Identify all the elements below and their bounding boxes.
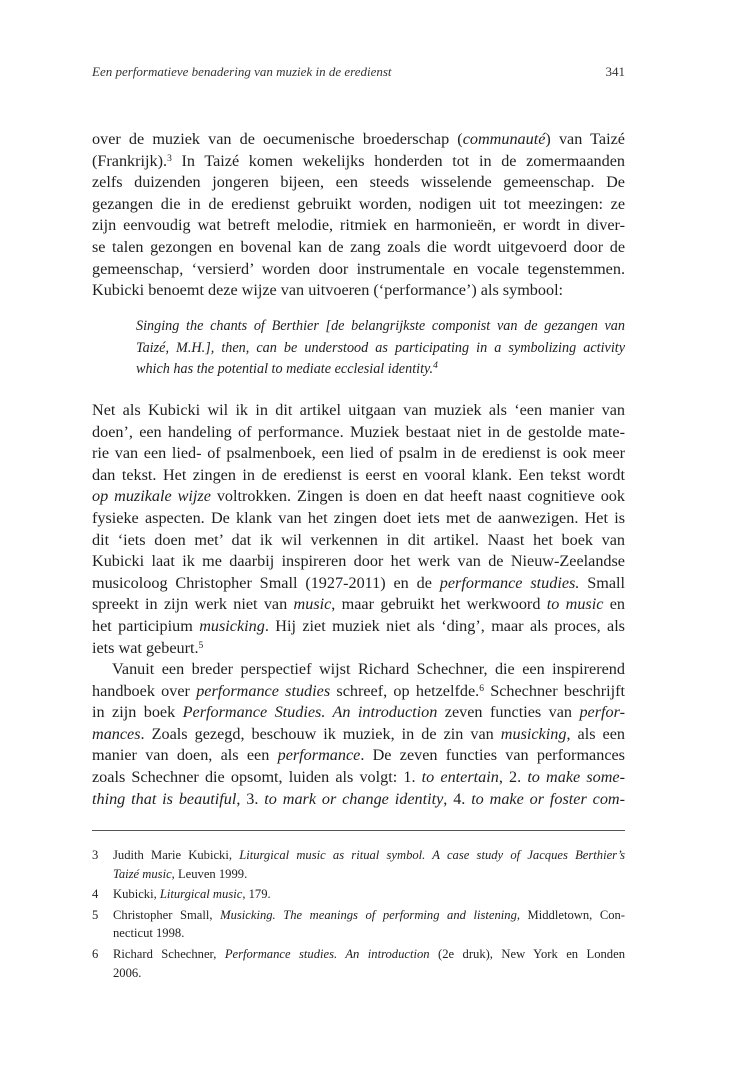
page-number: 341 (605, 64, 625, 79)
footnote-6 (92, 945, 625, 982)
footnotes (92, 846, 625, 984)
text-line: handboek over performance studies schreef, op hetzelfde.$^6$ Schechner beschrijft (92, 681, 626, 700)
footnote-number: 3 (92, 848, 99, 862)
quote-line: Taizé, M.H.], then, can be understood as participating in a symbolizing activity (136, 339, 625, 356)
text-line: rie van een lied- of psalmenboek, een lied of psalm in de eredienst is ook meer (92, 444, 625, 463)
footnote-number: 5 (92, 907, 99, 922)
footnote-separator (92, 830, 625, 831)
footnote-ref-4: 4 (433, 361, 438, 372)
text-line: Net als Kubicki wil ik in dit artikel uitgaan van muziek als ‘een manier van (92, 401, 625, 419)
text-line: gemeenschap, ‘versierd’ worden door instrumentale en vocale tegenstemmen. (92, 259, 625, 278)
footnote-line: Christopher Small, Musicking. The meanings of performing and listening, Middletown, Con- (113, 907, 626, 922)
text-line: gezangen die in de eredienst gebruikt worden, nodigen uit tot meezingen: ze (92, 194, 625, 213)
text-line: musicoloog Christopher Small (1927-2011) en de performance studies. Small (92, 573, 626, 592)
running-title: Een performatieve benadering van muziek in de eredienst (92, 64, 392, 79)
text-line: doen’, een handeling of performance. Muziek bestaat niet in de gestolde mate- (92, 422, 625, 441)
text-line: in zijn boek Performance Studies. An introduction zeven functies van perfor- (92, 703, 625, 722)
footnote-line: necticut 1998. (113, 926, 185, 941)
footnote-number: 4 (92, 887, 99, 902)
paragraph-3 (92, 659, 625, 810)
text-line: mances. Zoals gezegd, beschouw ik muziek, in de zin van musicking, als een (92, 724, 625, 743)
text-line: op muzikale wijze voltrokken. Zingen is doen en dat heeft naast cognitieve ook (92, 487, 625, 506)
text-line: dit ‘iets doen met’ dat ik wil verkennen in dit artikel. Naast het boek van (92, 530, 625, 549)
text-line: iets wat gebeurt.$^5$ (92, 638, 204, 657)
paragraph-1 (92, 129, 625, 302)
text-line: zoals Schechner die opsomt, luiden als volgt: 1. to entertain, 2. to make some- (92, 767, 625, 786)
footnote-ref-6: 6 (479, 683, 484, 694)
text-line: spreekt in zijn werk niet van music, maar gebruikt het werkwoord to music en (92, 595, 626, 614)
footnote-4 (92, 885, 625, 904)
text-line: thing that is beautiful, 3. to mark or change identity, 4. to make or foster com- (92, 789, 625, 808)
text-line: het participium musicking. Hij ziet muziek niet als ‘ding’, maar als proces, als (92, 616, 625, 635)
text-line: (Frankrijk).$^3$ In Taizé komen wekelijks honderden tot in de zomermaanden (92, 151, 625, 170)
text-line: fysieke aspecten. De klank van het zingen doet iets met de aanwezigen. Het is (92, 508, 625, 527)
text-line: over de muziek van de oecumenische broederschap (communauté) van Taizé (92, 130, 625, 148)
footnote-line: Kubicki, Liturgical music, 179. (113, 887, 271, 902)
text-line: Vanuit een breder perspectief wijst Richard Schechner, die een inspirerend (112, 660, 625, 678)
text-line: Kubicki laat ik me daarbij inspireren door het werk van de Nieuw-Zeelandse (92, 552, 625, 571)
footnote-ref-3: 3 (167, 153, 172, 164)
text-line: se talen gezongen en bovenal kan de zang zoals die wordt uitgevoerd door de (92, 237, 625, 256)
footnote-ref-5: 5 (198, 640, 204, 651)
footnote-line: 2006. (113, 965, 142, 980)
footnote-line: Taizé music, Leuven 1999. (113, 866, 248, 881)
running-header (92, 64, 625, 80)
block-quote (136, 316, 625, 381)
footnote-line: Judith Marie Kubicki, Liturgical music as ritual symbol. A case study of Jacques Berthier’s (113, 848, 626, 862)
quote-line: which has the potential to mediate ecclesial identity.$^4$ (136, 361, 438, 378)
paragraph-2 (92, 400, 625, 659)
text-line: zelfs duizenden jongeren bijeen, een steeds wisselende gemeenschap. De (92, 173, 625, 192)
footnote-5 (92, 906, 625, 943)
footnote-line: Richard Schechner, Performance studies. An introduction (2e druk), New York en Londen (113, 946, 625, 961)
footnote-3 (92, 846, 625, 883)
text-line: manier van doen, als een performance. De zeven functies van performances (92, 746, 625, 765)
quote-line: Singing the chants of Berthier [de belangrijkste componist van de gezangen van (136, 318, 625, 334)
text-line: zijn eenvoudig wat betreft melodie, ritmiek en harmonieën, er wordt in diver- (92, 216, 625, 235)
footnote-number: 6 (92, 946, 99, 961)
text-line: Kubicki benoemt deze wijze van uitvoeren (‘performance’) als symbool: (92, 281, 564, 300)
text-line: dan tekst. Het zingen in de eredienst is eerst en vooral klank. Een tekst wordt (92, 465, 625, 484)
